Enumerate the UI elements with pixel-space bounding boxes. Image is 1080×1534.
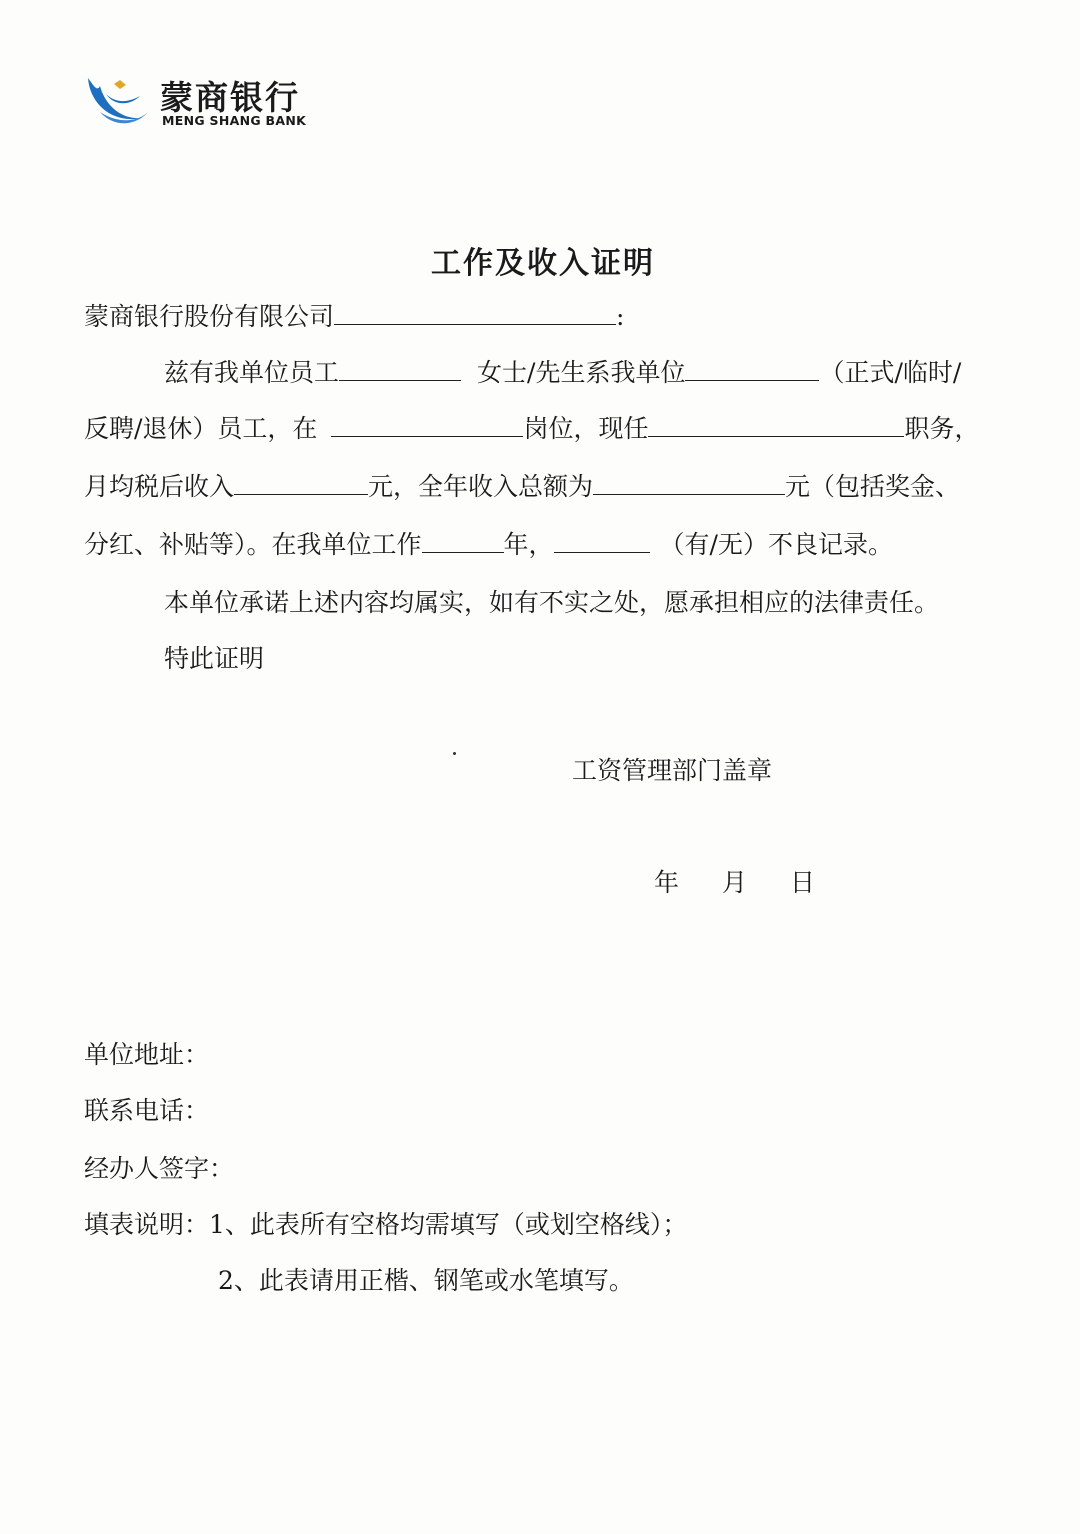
notes-label: 填表说明： (84, 1210, 210, 1239)
signer-label: 经办人签字： (84, 1154, 235, 1183)
bank-logo (84, 72, 324, 132)
years-blank[interactable] (422, 530, 504, 553)
bank-name-cn: 蒙商银行 (160, 78, 300, 117)
para1-line4 (84, 530, 893, 560)
note-1: 1、此表所有空格均需填写（或划空格线）； (209, 1210, 688, 1239)
note-2: 2、此表请用正楷、钢笔或水笔填写。 (218, 1266, 634, 1295)
para1-line1 (164, 358, 961, 388)
para1-text-annual: 元，全年收入总额为 (368, 472, 594, 501)
para1-text-duty: 职务， (904, 414, 980, 443)
post-blank[interactable] (331, 414, 523, 437)
notes-line1 (84, 1210, 687, 1240)
para1-text-year: 年， (503, 530, 554, 559)
employment-type-blank[interactable] (685, 358, 819, 381)
address-label: 单位地址： (84, 1040, 210, 1069)
para1-text-post: 反聘/退休）员工，在 (84, 414, 318, 443)
para1-text-record: （有/无）不良记录。 (659, 530, 893, 559)
addressee-line (84, 302, 624, 332)
para1-line3 (84, 472, 960, 502)
bad-record-blank[interactable] (554, 530, 650, 553)
date-year: 年 (654, 868, 680, 897)
bank-name-en: MENG SHANG BANK (162, 113, 307, 128)
closing-text: 特此证明 (164, 644, 265, 673)
para1-text-monthly: 月均税后收入 (84, 472, 235, 501)
para1-line2 (84, 414, 979, 444)
para1-text-tenure: 分红、补贴等）。在我单位工作 (84, 530, 422, 559)
bank-logo-icon (84, 72, 154, 132)
position-blank[interactable] (648, 414, 904, 437)
scan-speck (453, 752, 456, 755)
stamp-label: 工资管理部门盖章 (572, 756, 773, 785)
phone-label: 联系电话： (84, 1096, 210, 1125)
annual-income-blank[interactable] (593, 472, 785, 495)
date-day: 日 (790, 868, 816, 897)
para1-text-current: 岗位，现任 (523, 414, 649, 443)
para1-text-gender: 女士/先生系我单位 (477, 358, 686, 387)
addressee-text: 蒙商银行股份有限公司 (84, 302, 335, 331)
addressee-colon: : (616, 302, 625, 331)
document-title: 工作及收入证明 (431, 246, 655, 281)
para1-text-bonus: 元（包括奖金、 (785, 472, 961, 501)
commitment-text: 本单位承诺上述内容均属实，如有不实之处，愿承担相应的法律责任。 (164, 588, 940, 617)
date-month: 月 (722, 868, 748, 897)
bank-branch-blank[interactable] (334, 302, 616, 325)
monthly-income-blank[interactable] (234, 472, 368, 495)
employee-name-blank[interactable] (339, 358, 461, 381)
para1-text-employee: 兹有我单位员工 (164, 358, 340, 387)
para1-text-type: （正式/临时/ (819, 358, 962, 387)
